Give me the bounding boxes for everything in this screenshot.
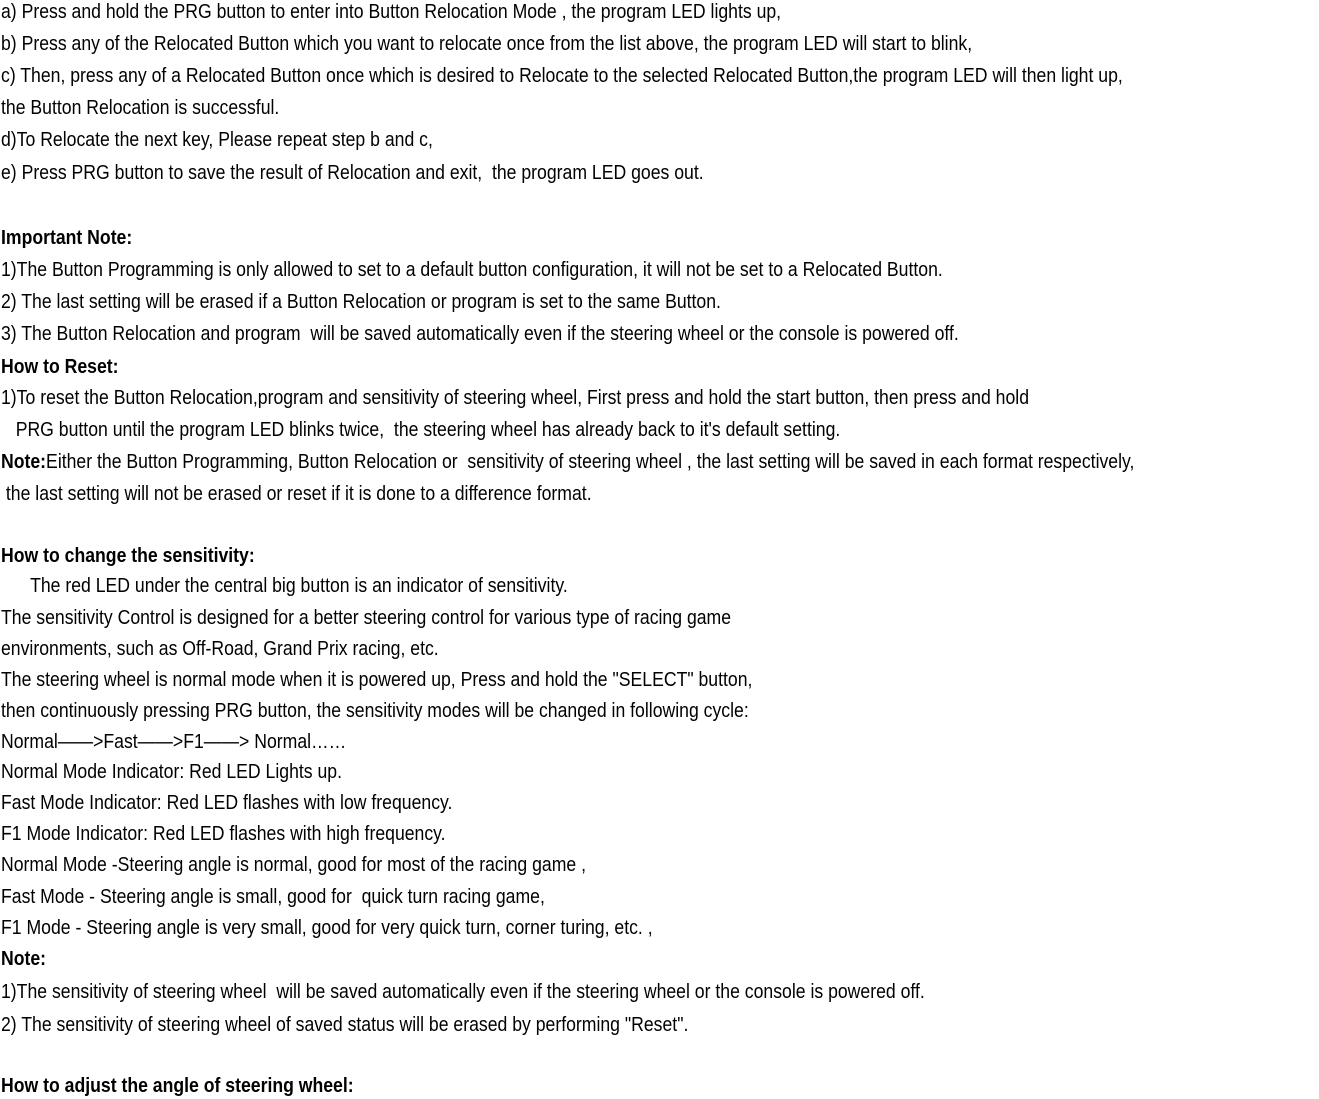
mode-fast: Fast Mode - Steering angle is small, good for quick turn racing game, — [1, 885, 545, 908]
sensitivity-line-2: The sensitivity Control is designed for a better steering control for various type of racing game — [1, 606, 732, 629]
sensitivity-line-1: The red LED under the central big button is an indicator of sensitivity. — [1, 574, 568, 597]
indicator-normal: Normal Mode Indicator: Red LED Lights up. — [1, 760, 343, 783]
mode-f1: F1 Mode - Steering angle is very small, good for very quick turn, corner turing, etc. , — [1, 916, 653, 939]
important-note-item-3: 3) The Button Relocation and program will be saved automatically even if the steering wheel or the console is powered off. — [1, 322, 959, 345]
step-d: d)To Relocate the next key, Please repeat step b and c, — [1, 128, 433, 151]
step-a: a) Press and hold the PRG button to enter into Button Relocation Mode , the program LED lights up, — [1, 0, 782, 23]
reset-note-label: Note: — [1, 450, 47, 473]
sensitivity-line-4: The steering wheel is normal mode when it is powered up, Press and hold the "SELECT" button, — [1, 668, 753, 691]
reset-note-line2: the last setting will not be erased or reset if it is done to a difference format. — [1, 482, 592, 505]
step-c-line2: the Button Relocation is successful. — [1, 96, 280, 119]
sensitivity-note-2: 2) The sensitivity of steering wheel of saved status will be erased by performing "Reset". — [1, 1013, 689, 1036]
sensitivity-line-3: environments, such as Off-Road, Grand Prix racing, etc. — [1, 637, 439, 660]
step-c-line1: c) Then, press any of a Relocated Button once which is desired to Relocate to the selected Relocated Button,the program LED will then light up, — [1, 64, 1123, 87]
important-note-item-1: 1)The Button Programming is only allowed to set to a default button configuration, it will not be set to a Relocated Button. — [1, 258, 943, 281]
important-note-item-2: 2) The last setting will be erased if a Button Relocation or program is set to the same Button. — [1, 290, 721, 313]
step-b: b) Press any of the Relocated Button which you want to relocate once from the list above, the program LED will start to blink, — [1, 32, 973, 55]
reset-item-1-line2: PRG button until the program LED blinks twice, the steering wheel has already back to it's default setting. — [1, 418, 841, 441]
sensitivity-heading: How to change the sensitivity: — [1, 544, 255, 567]
sensitivity-cycle: Normal——>Fast——>F1——> Normal…… — [1, 730, 347, 753]
step-e: e) Press PRG button to save the result of Relocation and exit, the program LED goes out. — [1, 161, 704, 184]
reset-heading: How to Reset: — [1, 355, 119, 378]
reset-note — [1, 450, 1134, 474]
sensitivity-line-5: then continuously pressing PRG button, the sensitivity modes will be changed in following cycle: — [1, 699, 749, 722]
sensitivity-note-heading: Note: — [1, 947, 47, 970]
reset-item-1-line1: 1)To reset the Button Relocation,program and sensitivity of steering wheel, First press and hold the start button, then press and hold — [1, 386, 1030, 409]
reset-note-text: Either the Button Programming, Button Relocation or sensitivity of steering wheel , the last setting will be saved in each format respectively, — [46, 450, 1135, 473]
important-note-heading: Important Note: — [1, 226, 133, 249]
mode-normal: Normal Mode -Steering angle is normal, good for most of the racing game , — [1, 853, 587, 876]
sensitivity-note-1: 1)The sensitivity of steering wheel will be saved automatically even if the steering wheel or the console is powered off. — [1, 980, 925, 1003]
indicator-fast: Fast Mode Indicator: Red LED flashes with low frequency. — [1, 791, 453, 814]
indicator-f1: F1 Mode Indicator: Red LED flashes with high frequency. — [1, 822, 446, 845]
angle-heading: How to adjust the angle of steering wheel: — [1, 1074, 354, 1097]
